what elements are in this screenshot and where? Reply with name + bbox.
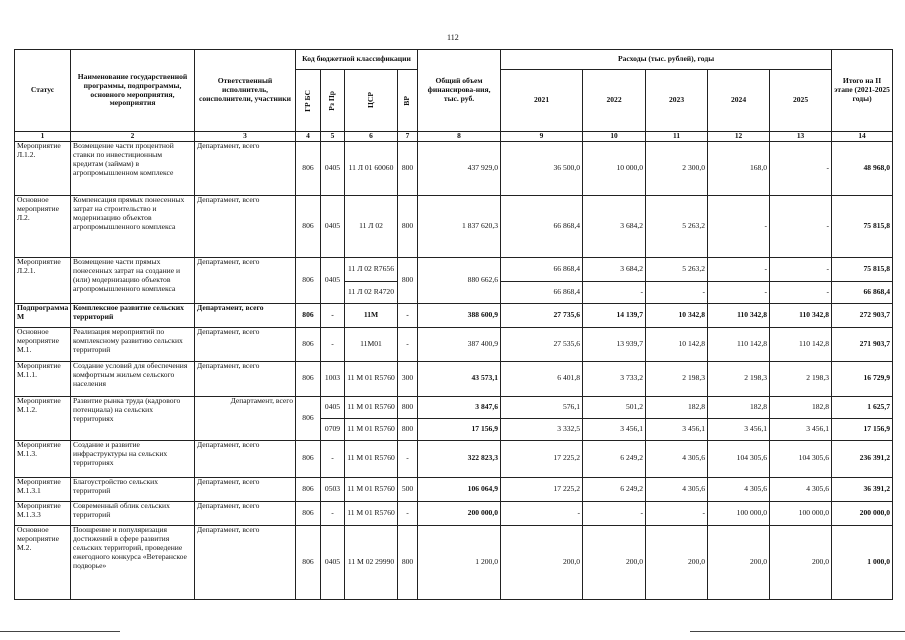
- cell-2022: 200,0: [583, 525, 646, 599]
- col-number: 11: [646, 132, 708, 142]
- cell-rzpr: -: [321, 440, 345, 477]
- cell-responsible: Департамент, всего: [195, 257, 296, 303]
- cell-total: 388 600,9: [418, 303, 501, 327]
- cell-2022: 6 249,2: [583, 440, 646, 477]
- cell-stage-total: 200 000,0: [832, 501, 893, 525]
- col-number: 9: [501, 132, 583, 142]
- cell-2025: 104 305,6: [770, 440, 832, 477]
- cell-2021: 27 535,6: [501, 327, 583, 361]
- cell-name: Создание условий для обеспечения комфортным жильем сельского населения: [71, 361, 195, 396]
- table-row: [15, 501, 893, 525]
- cell-csr: 11 М 01 R5760: [345, 501, 398, 525]
- cell-total: 1 200,0: [418, 525, 501, 599]
- cell-rzpr: -: [321, 303, 345, 327]
- cell-responsible: Департамент, всего: [195, 327, 296, 361]
- cell-2021: 66 868,4: [501, 281, 583, 303]
- cell-stage-total: 236 391,2: [832, 440, 893, 477]
- table-row: [15, 303, 893, 327]
- cell-2023: 10 342,8: [646, 303, 708, 327]
- cell-2024: 110 142,8: [708, 327, 770, 361]
- cell-2025: 182,8: [770, 396, 832, 418]
- cell-rzpr: 0709: [321, 418, 345, 440]
- cell-csr: 11 Л 02 R7656: [345, 257, 398, 281]
- cell-vr: -: [398, 303, 418, 327]
- cell-stage-total: 75 815,8: [832, 257, 893, 281]
- cell-grbs: 806: [296, 141, 321, 195]
- cell-rzpr: 0405: [321, 195, 345, 257]
- col-number: 14: [832, 132, 893, 142]
- cell-status: Подпрограмма М: [15, 303, 71, 327]
- cell-2021: 17 225,2: [501, 477, 583, 501]
- cell-vr: 800: [398, 525, 418, 599]
- cell-vr: 500: [398, 477, 418, 501]
- header-rzpr: Рз Пр: [327, 90, 337, 111]
- cell-name: Комплексное развитие сельских территорий: [71, 303, 195, 327]
- cell-status: Мероприятие М.1.3.: [15, 440, 71, 477]
- col-number: 7: [398, 132, 418, 142]
- cell-grbs: 806: [296, 440, 321, 477]
- cell-total: 17 156,9: [418, 418, 501, 440]
- cell-csr: 11 Л 02: [345, 195, 398, 257]
- cell-responsible: Департамент, всего: [195, 195, 296, 257]
- cell-grbs: 806: [296, 361, 321, 396]
- cell-2021: 17 225,2: [501, 440, 583, 477]
- cell-rzpr: -: [321, 327, 345, 361]
- cell-2025: -: [770, 141, 832, 195]
- cell-2022: -: [583, 281, 646, 303]
- table-row: [15, 396, 893, 418]
- cell-2021: 27 735,6: [501, 303, 583, 327]
- col-number: 13: [770, 132, 832, 142]
- cell-2021: 576,1: [501, 396, 583, 418]
- table-row: [15, 477, 893, 501]
- header-total-volume: Общий объем финансирова-ния, тыс. руб.: [418, 50, 501, 132]
- cell-2023: 182,8: [646, 396, 708, 418]
- col-number: 10: [583, 132, 646, 142]
- cell-csr: 11 М 01 R5760: [345, 477, 398, 501]
- cell-2023: 4 305,6: [646, 440, 708, 477]
- cell-2022: -: [583, 501, 646, 525]
- cell-vr: 300: [398, 361, 418, 396]
- cell-2023: 3 456,1: [646, 418, 708, 440]
- cell-csr: 11 М 01 R5760: [345, 396, 398, 418]
- cell-rzpr: -: [321, 501, 345, 525]
- cell-grbs: 806: [296, 477, 321, 501]
- cell-status: Мероприятие М.1.1.: [15, 361, 71, 396]
- header-year: 2021: [501, 70, 583, 132]
- cell-rzpr: 0405: [321, 396, 345, 418]
- cell-responsible: Департамент, всего: [195, 501, 296, 525]
- cell-status: Основное мероприятие М.1.: [15, 327, 71, 361]
- cell-responsible: Департамент, всего: [195, 396, 296, 440]
- cell-status: Мероприятие Л.1.2.: [15, 141, 71, 195]
- cell-stage-total: 272 903,7: [832, 303, 893, 327]
- col-number: 12: [708, 132, 770, 142]
- cell-status: Мероприятие Л.2.1.: [15, 257, 71, 303]
- cell-grbs: 806: [296, 525, 321, 599]
- cell-2024: 200,0: [708, 525, 770, 599]
- cell-2025: 110 142,8: [770, 327, 832, 361]
- cell-total: 322 823,3: [418, 440, 501, 477]
- cell-responsible: Департамент, всего: [195, 525, 296, 599]
- cell-2025: 3 456,1: [770, 418, 832, 440]
- cell-2021: 66 868,4: [501, 257, 583, 281]
- cell-2025: 110 342,8: [770, 303, 832, 327]
- table-row: [15, 440, 893, 477]
- cell-2023: -: [646, 281, 708, 303]
- cell-stage-total: 17 156,9: [832, 418, 893, 440]
- col-number: 8: [418, 132, 501, 142]
- cell-grbs: 806: [296, 303, 321, 327]
- header-csr: ЦСР: [365, 92, 375, 109]
- table-row: [15, 141, 893, 195]
- cell-total: 880 662,6: [418, 257, 501, 303]
- cell-stage-total: 16 729,9: [832, 361, 893, 396]
- scan-edge-line: [0, 631, 120, 632]
- cell-vr: 800: [398, 396, 418, 418]
- header-year: 2025: [770, 70, 832, 132]
- header-vr: ВР: [402, 95, 412, 106]
- cell-name: Возмещение части прямых понесенных затрат на создание и (или) модернизацию объектов агропромышленного комплекса: [71, 257, 195, 303]
- cell-stage-total: 1 000,0: [832, 525, 893, 599]
- cell-grbs: 806: [296, 501, 321, 525]
- cell-rzpr: 0405: [321, 257, 345, 303]
- cell-2024: -: [708, 257, 770, 281]
- header-responsible: Ответственный исполнитель, соисполнители, участники: [195, 50, 296, 132]
- cell-stage-total: 271 903,7: [832, 327, 893, 361]
- cell-name: Современный облик сельских территорий: [71, 501, 195, 525]
- cell-2022: 6 249,2: [583, 477, 646, 501]
- table-row: [15, 327, 893, 361]
- cell-vr: 800: [398, 141, 418, 195]
- cell-rzpr: 0405: [321, 525, 345, 599]
- cell-csr: 11 Л 01 60060: [345, 141, 398, 195]
- cell-vr: 800: [398, 195, 418, 257]
- cell-rzpr: 1003: [321, 361, 345, 396]
- cell-csr: 11 М 01 R5760: [345, 418, 398, 440]
- col-number: 1: [15, 132, 71, 142]
- cell-2021: 36 500,0: [501, 141, 583, 195]
- col-number: 3: [195, 132, 296, 142]
- cell-2022: 3 684,2: [583, 257, 646, 281]
- cell-vr: -: [398, 440, 418, 477]
- cell-status: Основное мероприятие Л.2.: [15, 195, 71, 257]
- cell-2024: 3 456,1: [708, 418, 770, 440]
- budget-table: [14, 49, 893, 600]
- cell-name: Реализация мероприятий по комплексному развитию сельских территорий: [71, 327, 195, 361]
- cell-vr: -: [398, 327, 418, 361]
- cell-responsible: Департамент, всего: [195, 440, 296, 477]
- cell-vr: 800: [398, 418, 418, 440]
- col-number: 6: [345, 132, 398, 142]
- table-row: [15, 257, 893, 281]
- cell-status: Основное мероприятие М.2.: [15, 525, 71, 599]
- cell-name: Благоустройство сельских территорий: [71, 477, 195, 501]
- cell-2024: 2 198,3: [708, 361, 770, 396]
- cell-csr: 11 М 01 R5760: [345, 440, 398, 477]
- cell-stage-total: 36 391,2: [832, 477, 893, 501]
- cell-total: 387 400,9: [418, 327, 501, 361]
- header-expenses: Расходы (тыс. рублей), годы: [501, 50, 832, 70]
- cell-2022: 14 139,7: [583, 303, 646, 327]
- cell-name: Развитие рынка труда (кадрового потенциала) на сельских территориях: [71, 396, 195, 440]
- cell-2025: 2 198,3: [770, 361, 832, 396]
- header-total-stage: Итого на II этапе (2021-2025 годы): [832, 50, 893, 132]
- cell-total: 3 847,6: [418, 396, 501, 418]
- cell-total: 106 064,9: [418, 477, 501, 501]
- cell-csr: 11 М 02 29990: [345, 525, 398, 599]
- cell-name: Компенсация прямых понесенных затрат на строительство и модернизацию объектов агропромышленного комплекса: [71, 195, 195, 257]
- cell-vr: -: [398, 501, 418, 525]
- cell-2024: 104 305,6: [708, 440, 770, 477]
- cell-2023: 2 300,0: [646, 141, 708, 195]
- cell-2024: -: [708, 195, 770, 257]
- col-number: 2: [71, 132, 195, 142]
- cell-2021: 3 332,5: [501, 418, 583, 440]
- cell-grbs: 806: [296, 195, 321, 257]
- cell-2022: 13 939,7: [583, 327, 646, 361]
- cell-csr: 11 М 01 R5760: [345, 361, 398, 396]
- cell-grbs: 806: [296, 327, 321, 361]
- table-row: [15, 361, 893, 396]
- header-budget-code: Код бюджетной классификации: [296, 50, 418, 70]
- cell-total: 43 573,1: [418, 361, 501, 396]
- cell-name: Возмещение части процентной ставки по инвестиционным кредитам (займам) в агропромышленном комплексе: [71, 141, 195, 195]
- cell-grbs: 806: [296, 257, 321, 303]
- cell-2022: 3 733,2: [583, 361, 646, 396]
- table-row: [15, 195, 893, 257]
- col-number: 4: [296, 132, 321, 142]
- cell-2021: 66 868,4: [501, 195, 583, 257]
- cell-total: 1 837 620,3: [418, 195, 501, 257]
- cell-csr: 11М: [345, 303, 398, 327]
- cell-2023: 5 263,2: [646, 257, 708, 281]
- cell-responsible: Департамент, всего: [195, 477, 296, 501]
- header-name: Наименование государственной программы, подпрограммы, основного мероприятия, мероприятия: [71, 50, 195, 132]
- header-grbs: ГР БС: [302, 89, 312, 112]
- cell-2021: -: [501, 501, 583, 525]
- cell-responsible: Департамент, всего: [195, 303, 296, 327]
- cell-2024: 4 305,6: [708, 477, 770, 501]
- cell-rzpr: 0405: [321, 141, 345, 195]
- cell-stage-total: 75 815,8: [832, 195, 893, 257]
- cell-stage-total: 1 625,7: [832, 396, 893, 418]
- cell-status: Мероприятие М.1.3.3: [15, 501, 71, 525]
- cell-total: 437 929,0: [418, 141, 501, 195]
- cell-2023: 10 142,8: [646, 327, 708, 361]
- cell-status: Мероприятие М.1.3.1: [15, 477, 71, 501]
- cell-total: 200 000,0: [418, 501, 501, 525]
- header-year: 2022: [583, 70, 646, 132]
- cell-2022: 3 456,1: [583, 418, 646, 440]
- cell-2025: 4 305,6: [770, 477, 832, 501]
- cell-2023: -: [646, 501, 708, 525]
- cell-2024: -: [708, 281, 770, 303]
- table-row: [15, 525, 893, 599]
- cell-stage-total: 66 868,4: [832, 281, 893, 303]
- cell-responsible: Департамент, всего: [195, 361, 296, 396]
- cell-2025: -: [770, 257, 832, 281]
- cell-2024: 100 000,0: [708, 501, 770, 525]
- cell-csr: 11М01: [345, 327, 398, 361]
- cell-2025: 100 000,0: [770, 501, 832, 525]
- cell-csr: 11 Л 02 R4720: [345, 281, 398, 303]
- header-year: 2023: [646, 70, 708, 132]
- cell-grbs: 806: [296, 396, 321, 440]
- cell-2022: 501,2: [583, 396, 646, 418]
- cell-2023: 5 263,2: [646, 195, 708, 257]
- cell-2021: 200,0: [501, 525, 583, 599]
- col-number: 5: [321, 132, 345, 142]
- header-year: 2024: [708, 70, 770, 132]
- cell-2025: 200,0: [770, 525, 832, 599]
- header-status: Статус: [15, 50, 71, 132]
- cell-2022: 10 000,0: [583, 141, 646, 195]
- cell-2024: 182,8: [708, 396, 770, 418]
- cell-2023: 200,0: [646, 525, 708, 599]
- cell-2021: 6 401,8: [501, 361, 583, 396]
- scan-edge-line: [690, 631, 905, 632]
- cell-2024: 168,0: [708, 141, 770, 195]
- cell-2023: 4 305,6: [646, 477, 708, 501]
- cell-2025: -: [770, 195, 832, 257]
- cell-stage-total: 48 968,0: [832, 141, 893, 195]
- cell-status: Мероприятие М.1.2.: [15, 396, 71, 440]
- cell-rzpr: 0503: [321, 477, 345, 501]
- cell-name: Поощрение и популяризация достижений в сфере развития сельских территорий, проведение ежегодного конкурса «Ветеранское подворье»: [71, 525, 195, 599]
- cell-vr: 800: [398, 257, 418, 303]
- cell-name: Создание и развитие инфраструктуры на сельских территориях: [71, 440, 195, 477]
- cell-2022: 3 684,2: [583, 195, 646, 257]
- cell-responsible: Департамент, всего: [195, 141, 296, 195]
- page-number: 112: [447, 33, 459, 42]
- cell-2025: -: [770, 281, 832, 303]
- cell-2024: 110 342,8: [708, 303, 770, 327]
- cell-2023: 2 198,3: [646, 361, 708, 396]
